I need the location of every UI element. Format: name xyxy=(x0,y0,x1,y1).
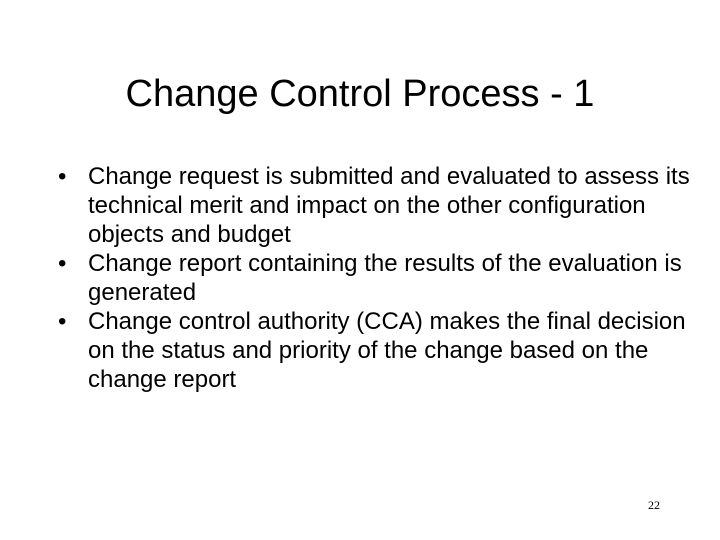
bullet-text: Change request is submitted and evaluated to assess its technical merit and impact on the other configuration objects and budget xyxy=(88,163,690,248)
slide-title: Change Control Process - 1 xyxy=(125,73,595,115)
bullet-list xyxy=(58,162,698,394)
bullet-marker: • xyxy=(58,308,67,335)
bullet-item xyxy=(58,162,698,249)
bullet-marker: • xyxy=(58,163,67,190)
bullet-marker: • xyxy=(58,250,67,277)
bullet-text: Change report containing the results of the evaluation is generated xyxy=(88,250,682,306)
bullet-item xyxy=(58,249,698,307)
page-number: 22 xyxy=(648,498,660,512)
bullet-text: Change control authority (CCA) makes the final decision on the status and priority of the change based on the change report xyxy=(88,308,686,393)
bullet-item xyxy=(58,307,698,394)
